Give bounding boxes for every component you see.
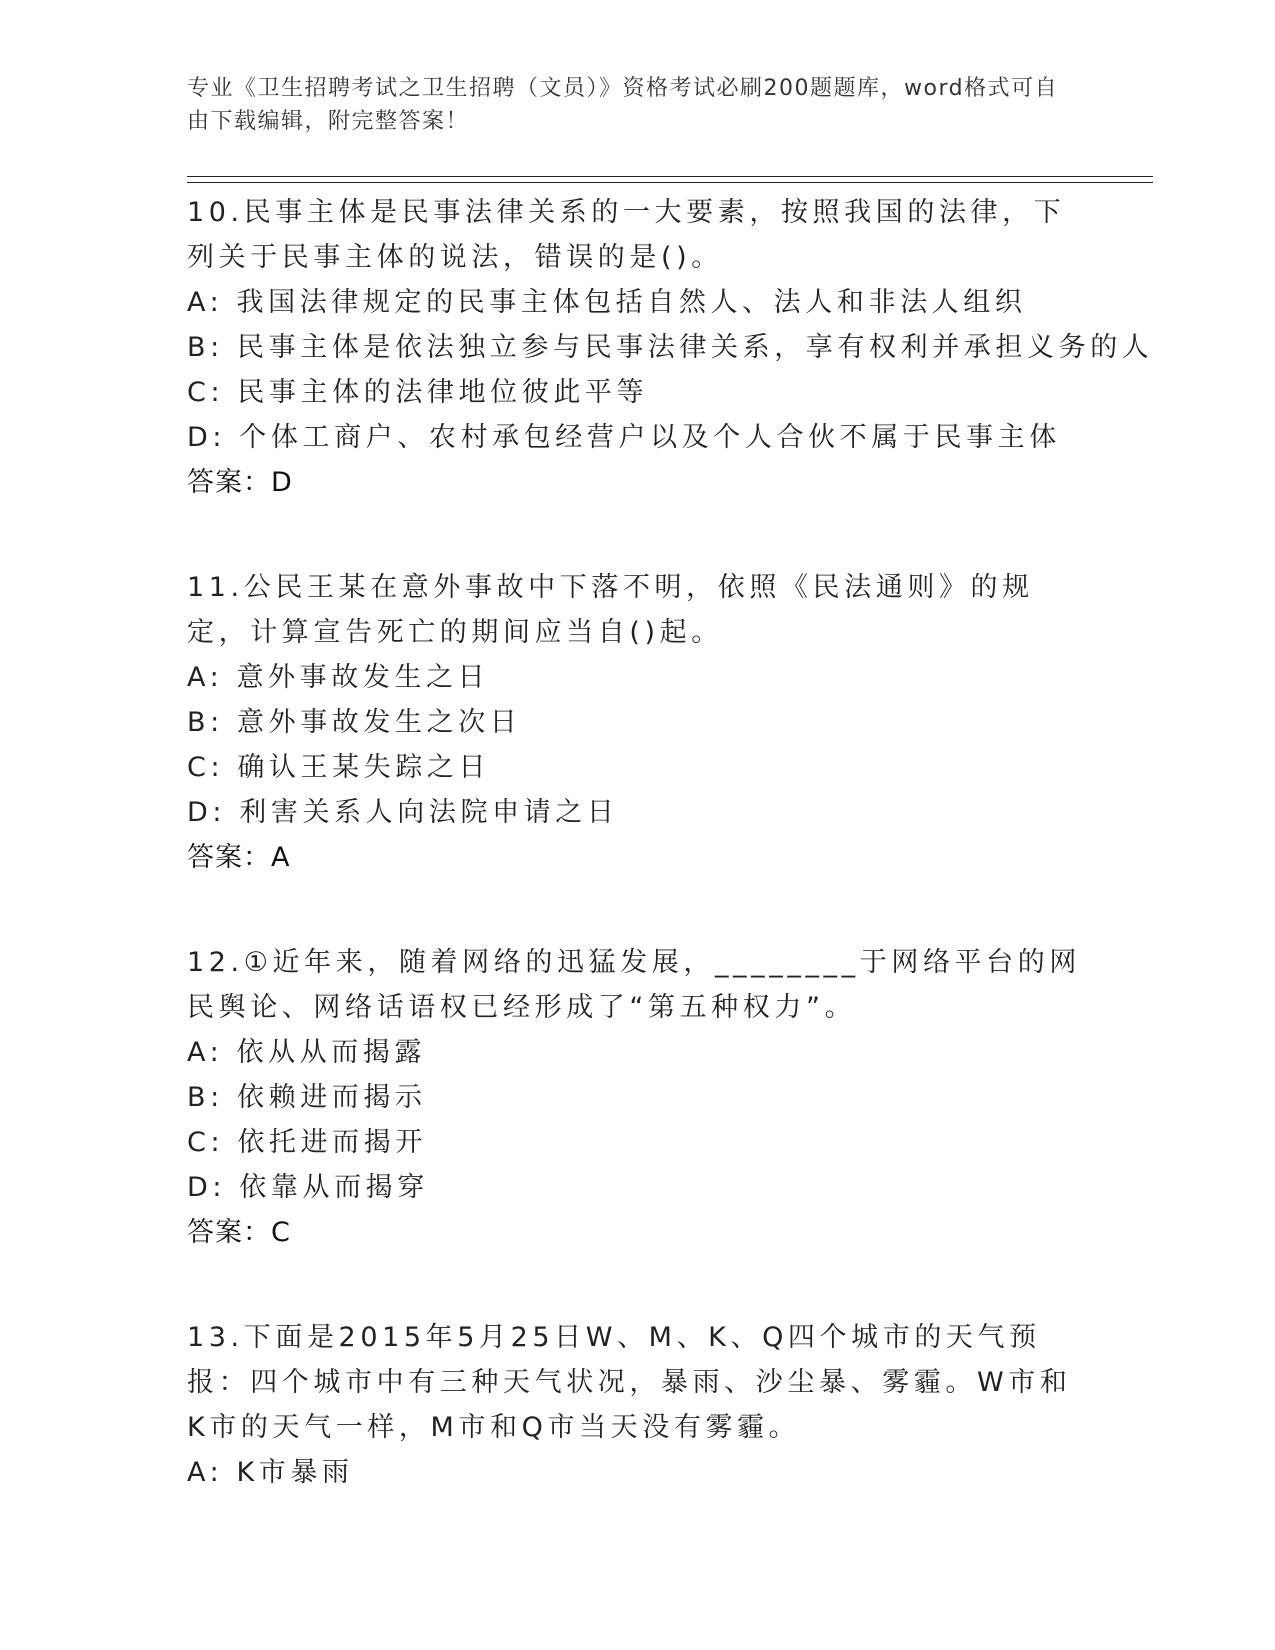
answer-line: 答案：D bbox=[187, 467, 293, 498]
question-stem: 10.民事主体是民事法律关系的一大要素，按照我国的法律，下列关于民事主体的说法，错误的是()。 bbox=[187, 197, 1066, 273]
option-d: D: 利害关系人向法院申请之日 bbox=[187, 797, 619, 828]
option-a: A: 我国法律规定的民事主体包括自然人、法人和非法人组织 bbox=[187, 287, 1027, 318]
option-b: B: 民事主体是依法独立参与民事法律关系，享有权利并承担义务的人 bbox=[187, 332, 1154, 363]
header-divider bbox=[187, 176, 1153, 183]
question-10 bbox=[187, 190, 1154, 505]
question-stem: 12.①近年来，随着网络的迅猛发展，________于网络平台的网民舆论、网络话语权已经形成了“第五种权力”。 bbox=[187, 947, 1081, 1023]
option-c: C: 民事主体的法律地位彼此平等 bbox=[187, 377, 649, 408]
answer-line: 答案：C bbox=[187, 1217, 291, 1248]
question-13 bbox=[187, 1315, 1087, 1495]
question-list bbox=[187, 190, 1154, 1555]
option-c: C: 依托进而揭开 bbox=[187, 1127, 427, 1158]
answer-line: 答案：A bbox=[187, 842, 291, 873]
option-a: A: 依从从而揭露 bbox=[187, 1037, 427, 1068]
option-b: B: 依赖进而揭示 bbox=[187, 1082, 427, 1113]
question-12 bbox=[187, 940, 1087, 1255]
document-header: 专业《卫生招聘考试之卫生招聘（文员）》资格考试必刷200题题库，word格式可自由下载编辑，附完整答案！ bbox=[187, 76, 1059, 134]
option-d: D: 个体工商户、农村承包经营户以及个人合伙不属于民事主体 bbox=[187, 422, 1061, 453]
option-c: C: 确认王某失踪之日 bbox=[187, 752, 491, 783]
option-a: A: K市暴雨 bbox=[187, 1457, 354, 1488]
question-stem: 13.下面是2015年5月25日W、M、K、Q四个城市的天气预报：四个城市中有三种天气状况，暴雨、沙尘暴、雾霾。W市和K市的天气一样，M市和Q市当天没有雾霾。 bbox=[187, 1322, 1072, 1443]
question-11 bbox=[187, 565, 1087, 880]
option-b: B: 意外事故发生之次日 bbox=[187, 707, 522, 738]
option-d: D: 依靠从而揭穿 bbox=[187, 1172, 429, 1203]
question-stem: 11.公民王某在意外事故中下落不明，依照《民法通则》的规定，计算宣告死亡的期间应当自()起。 bbox=[187, 572, 1034, 648]
option-a: A: 意外事故发生之日 bbox=[187, 662, 490, 693]
